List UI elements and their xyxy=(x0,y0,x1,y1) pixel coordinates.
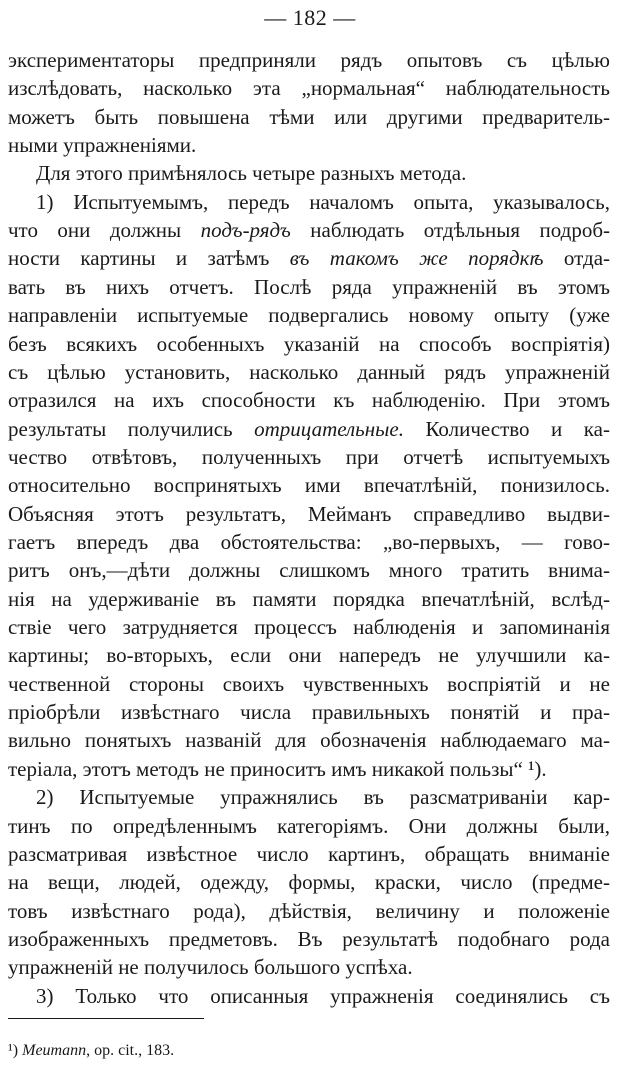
text-line xyxy=(8,415,610,443)
text-line: Объясняя этотъ результатъ, Мейманъ справедливо выдви- xyxy=(8,502,610,526)
text-line: вильно понятыхъ названій для обозначенія наблюдаемаго ма- xyxy=(8,728,610,752)
text-run: наблюдать отдѣльныя подроб- xyxy=(290,218,610,242)
text-line: съ цѣлью установить, насколько данный рядъ упражненій xyxy=(8,360,610,384)
text-line: чественной стороны своихъ чувственныхъ воспріятій и не xyxy=(8,672,610,696)
text-line: гаетъ впередъ два обстоятельства: „во-первыхъ, — гово- xyxy=(8,530,610,554)
text-line: товъ извѣстнаго рода), дѣйствія, величину и положеніе xyxy=(8,899,610,923)
text-line xyxy=(8,244,610,272)
text-line: тинъ по опредѣленнымъ категоріямъ. Они должны были, xyxy=(8,814,610,838)
text-line: 1) Испытуемымъ, передъ началомъ опыта, указывалось, xyxy=(36,190,610,214)
text-line: ствіе чего затрудняется процессъ наблюденія и запоминанія xyxy=(8,615,610,639)
text-run: ности картины и затѣмъ xyxy=(8,246,290,270)
text-run: Количество и ка- xyxy=(403,417,610,441)
text-line: относительно воспринятыхъ ими впечатлѣній, понизилось. xyxy=(8,473,610,497)
text-line: отразился на ихъ способности къ наблюденію. При этомъ xyxy=(8,388,610,412)
text-run: что они должны xyxy=(8,218,201,242)
text-line: безъ всякихъ особенныхъ указаній на способъ воспріятія) xyxy=(8,332,610,356)
emphasis-text: подъ-рядъ xyxy=(200,218,291,242)
text-line: 3) Только что описанныя упражненія соединялись съ xyxy=(36,984,610,1008)
footnote-rule xyxy=(8,1018,204,1019)
footnote-author: Meumann xyxy=(22,1042,87,1059)
text-line: вать въ нихъ отчетъ. Послѣ ряда упражненій въ этомъ xyxy=(8,275,610,299)
text-line: картины; во-вторыхъ, если они напередъ не улучшили ка- xyxy=(8,643,610,667)
text-line: ными упражненіями. xyxy=(8,133,197,157)
footnote-marker: ¹) xyxy=(8,1042,19,1059)
text-line xyxy=(8,216,610,244)
text-line: можетъ быть повышена тѣми или другими предваритель- xyxy=(8,105,610,129)
emphasis-text: въ такомъ же порядкѣ xyxy=(289,246,544,270)
text-line: направленіи испытуемые подвергались новому опыту (уже xyxy=(8,303,610,327)
text-line: разсматривая извѣстное число картинъ, обращать вниманіе xyxy=(8,842,610,866)
text-line: ритъ онъ,—дѣти должны слишкомъ много тратить внима- xyxy=(8,558,610,582)
text-run: отда- xyxy=(543,246,610,270)
footnote-reference: , op. cit., 183. xyxy=(86,1042,175,1059)
page-number: — 182 — xyxy=(264,5,356,30)
text-line: чество отвѣтовъ, полученныхъ при отчетѣ испытуемыхъ xyxy=(8,445,610,469)
text-line: Для этого примѣнялось четыре разныхъ метода. xyxy=(36,161,467,185)
emphasis-text: отрицательные. xyxy=(254,417,404,441)
text-line: теріала, этотъ методъ не приноситъ имъ никакой пользы“ ¹). xyxy=(8,757,547,781)
text-line: упражненій не получилось большого успѣха. xyxy=(8,955,413,979)
text-line: изображенныхъ предметовъ. Въ результатѣ подобнаго рода xyxy=(8,927,610,951)
text-line: на вещи, людей, одежду, формы, краски, число (предме- xyxy=(8,870,610,894)
footnote xyxy=(8,1040,174,1062)
text-line: 2) Испытуемые упражнялись въ разсматриваніи кар- xyxy=(36,785,610,809)
text-run: результаты получились xyxy=(8,417,255,441)
text-line: нія на удерживаніе въ памяти порядка впечатлѣній, вслѣд- xyxy=(8,587,610,611)
text-line: пріобрѣли извѣстнаго числа правильныхъ понятій и пра- xyxy=(8,700,610,724)
text-line: экспериментаторы предприняли рядъ опытовъ съ цѣлью xyxy=(8,48,610,72)
text-line: изслѣдовать, насколько эта „нормальная“ наблюдательность xyxy=(8,76,610,100)
